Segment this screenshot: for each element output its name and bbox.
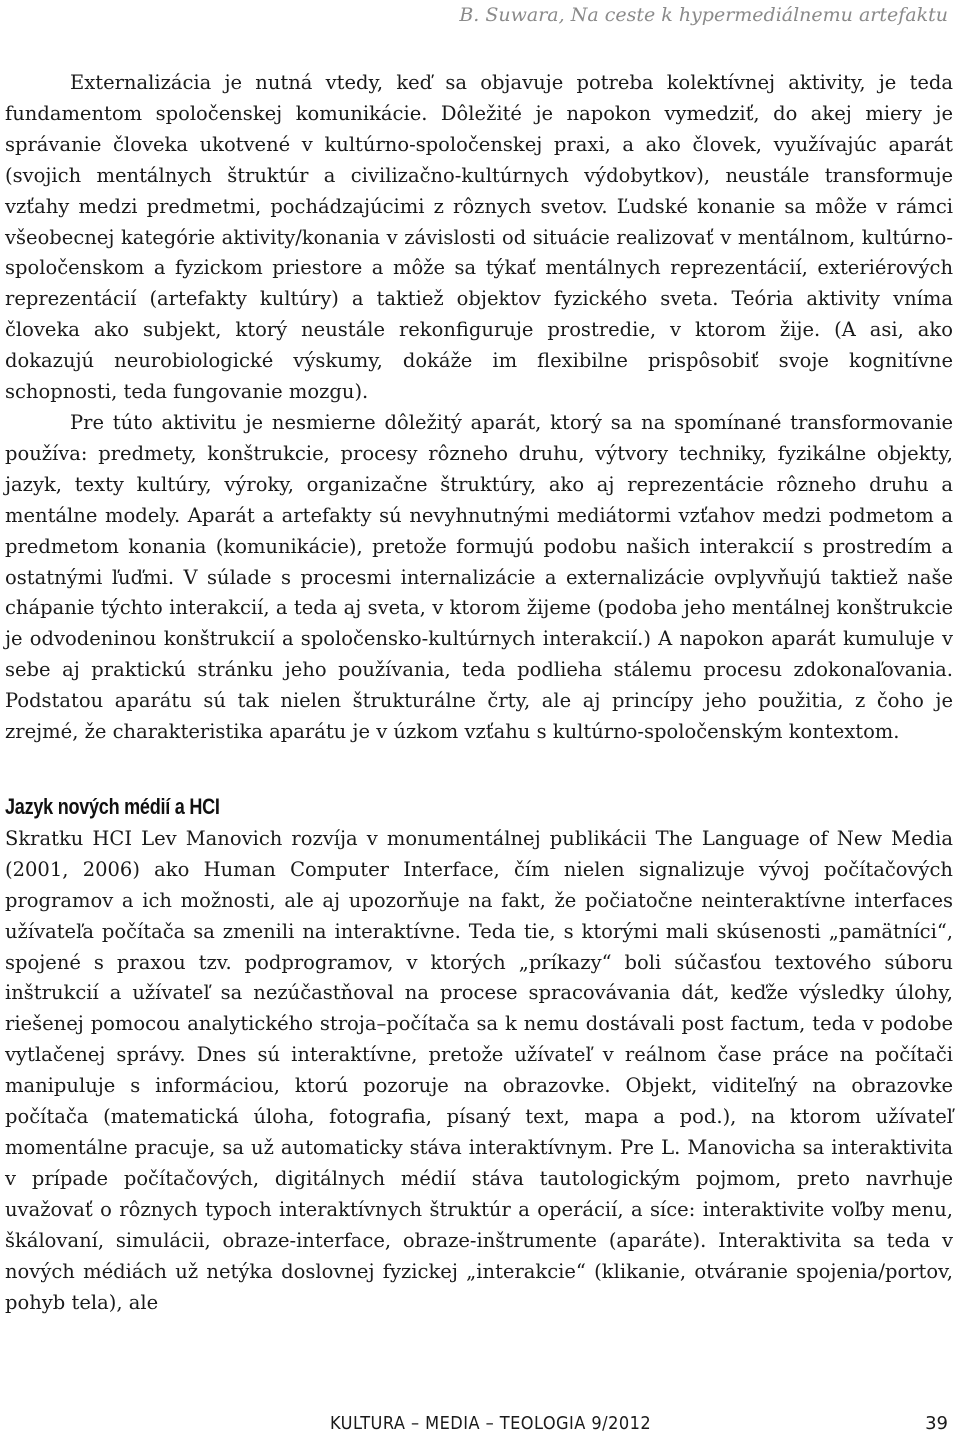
article-body bbox=[5, 68, 953, 1318]
body-paragraph: Skratku HCI Lev Manovich rozvíja v monumentálnej publikácii The Language of New Media (2001, 2006) ako Human Computer Interface, čím nielen signalizuje vývoj počítačových programov a ich možnosti, ale aj upozorňuje na fakt, že počiatočne neinteraktívne interfaces užívateľa počítača sa zmenili na interaktívne. Teda tie, s ktorými mali skúsenosti „pamätníci“, spojené s praxou tzv. podprogramov, v ktorých „príkazy“ boli súčasťou textového súboru inštrukcií a užívateľ sa nezúčastňoval na procese spracovávania dát, keďže výsledky úlohy, riešenej pomocou analytického stroja–počítača sa k nemu dostávali post factum, teda v podobe vytlačenej správy. Dnes sú interaktívne, pretože užívateľ v reálnom čase práce na počítači manipuluje s informáciou, ktorú pozoruje na obrazovke. Objekt, viditeľný na obrazovke počítača (matematická úloha, fotografia, písaný text, mapa a pod.), na ktorom užívateľ momentálne pracuje, sa už automaticky stáva interaktívnym. Pre L. Manovicha sa interaktivita v prípade počítačových, digitálnych médií stáva tautologickým pojmom, preto navrhuje uvažovať o rôznych typoch interaktívnych štruktúr a operácií, a síce: interaktivite voľby menu, škálovaní, simulácii, obraze-interface, obraze-inštrumente (aparáte). Interaktivita sa teda v nových médiách už netýka doslovnej fyzickej „interakcie“ (klikanie, otváranie spojenia/portov, pohyb tela), ale bbox=[5, 826, 953, 1314]
section-heading: Jazyk nových médií a HCI bbox=[5, 793, 220, 819]
page-number: 39 bbox=[925, 1413, 948, 1434]
body-paragraph: Externalizácia je nutná vtedy, keď sa objavuje potreba kolektívnej aktivity, je teda fundamentom spoločenskej komunikácie. Dôležité je napokon vymedziť, do akej miery je správanie človeka ukotvené v kultúrno-spoločenskej praxi, a ako človek, využívajúc aparát (svojich mentálnych štruktúr a civilizačno-kultúrnych výdobytkov), neustále transformuje vzťahy medzi predmetmi, pochádzajúcimi z rôznych svetov. Ľudské konanie sa môže v rámci všeobecnej kategórie aktivity/konania v závislosti od situácie realizovať v mentálnom, kultúrno-spoločenskom a fyzickom priestore a môže sa týkať mentálnych reprezentácií, exteriérových reprezentácií (artefakty kultúry) a taktiež objektov fyzického sveta. Teória aktivity vníma človeka ako subjekt, ktorý neustále rekonfiguruje prostredie, v ktorom žije. (A asi, ako dokazujú neurobiologické výskumy, dokáže im flexibilne prispôsobiť svoje kognitívne schopnosti, teda fungovanie mozgu). bbox=[5, 71, 953, 404]
page-footer bbox=[0, 1413, 960, 1443]
body-paragraph: Pre túto aktivitu je nesmierne dôležitý aparát, ktorý sa na spomínané transformovanie používa: predmety, konštrukcie, procesy rôzneho druhu, výtvory techniky, fyzikálne objekty, jazyk, texty kultúry, výroky, organizačne štruktúry, ako aj reprezentácie rôzneho druhu a mentálne modely. Aparát a artefakty sú nevyhnutnými mediátormi vzťahov medzi podmetom a predmetom konania (komunikácie), pretože formujú podobu našich interakcií s prostredím a ostatnými ľuďmi. V súlade s procesmi internalizácie a externalizácie ovplyvňujú taktiež naše chápanie týchto interakcií, a teda aj sveta, v ktorom žijeme (podoba jeho mentálnej konštrukcie je odvodeninou konštrukcií a spoločensko-kultúrnych interakcií.) A napokon aparát kumuluje v sebe aj praktickú stránku jeho používania, teda podlieha stálemu procesu zdokonaľovania. Podstatou aparátu sú tak nielen štrukturálne črty, ale aj princípy jeho použitia, z čoho je zrejmé, že charakteristika aparátu je v úzkom vzťahu s kultúrno-spoločenským kontextom. bbox=[5, 410, 953, 744]
journal-name: KULTURA – MEDIA – TEOLOGIA 9/2012 bbox=[330, 1413, 652, 1434]
running-head: B. Suwara, Na ceste k hypermediálnemu artefaktu bbox=[459, 4, 948, 26]
